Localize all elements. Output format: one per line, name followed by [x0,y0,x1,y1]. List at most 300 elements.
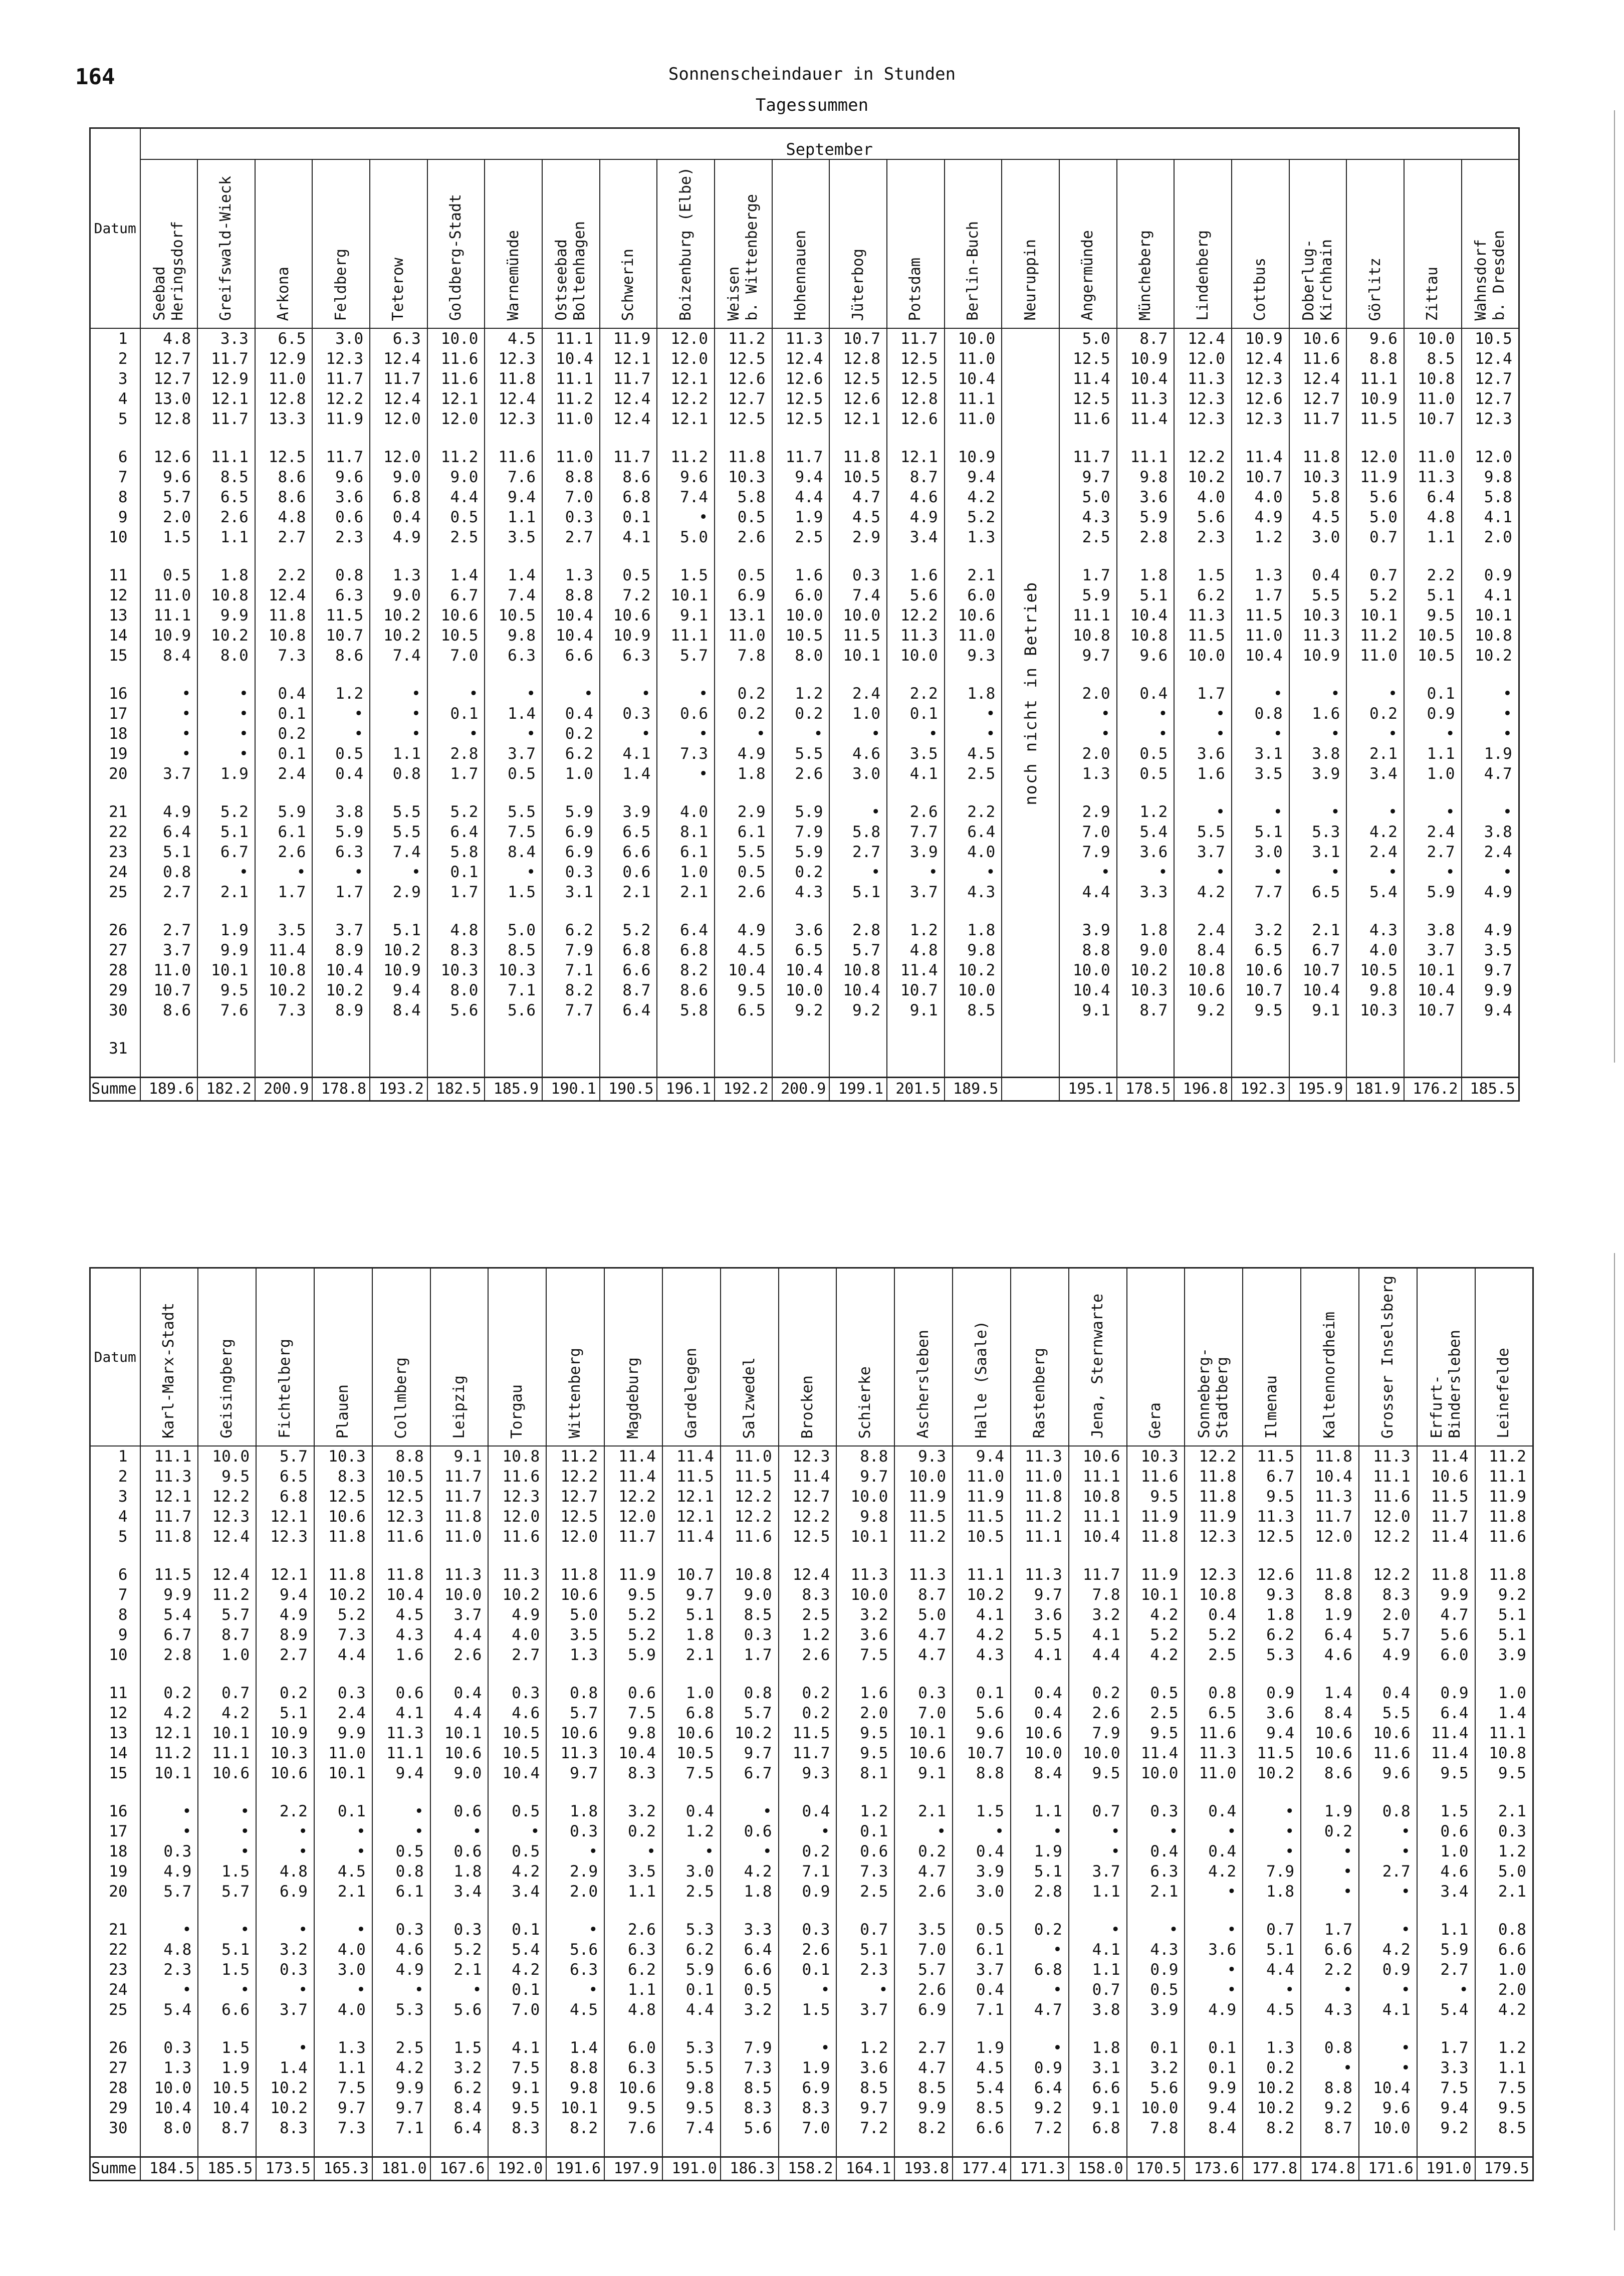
value-cell: • [256,1841,314,1861]
value-cell: 1.8 [1117,565,1175,585]
value-cell: 2.5 [1127,1703,1185,1723]
value-cell: 9.7 [1011,1585,1069,1605]
value-cell: 10.8 [1462,626,1519,646]
value-cell: 12.5 [887,369,945,389]
value-cell: 12.4 [255,585,313,605]
value-cell: 9.9 [197,605,255,626]
value-cell: 11.3 [430,1565,489,1585]
value-cell: 0.2 [779,1683,837,1703]
value-cell: 10.2 [370,626,427,646]
value-cell [829,1039,887,1059]
value-cell: 11.6 [1475,1527,1533,1547]
value-cell: • [779,2038,837,2058]
value-cell: 0.1 [1127,2038,1185,2058]
value-cell: 2.4 [1346,842,1404,862]
value-cell: 1.9 [1462,744,1519,764]
table-row [90,507,1519,527]
value-cell: 8.7 [198,1625,256,1645]
value-cell: 0.8 [1359,1801,1417,1821]
value-cell: 6.7 [721,1763,779,1783]
value-cell: 11.4 [1117,409,1175,429]
value-cell: 5.9 [1059,585,1117,605]
value-cell: 6.3 [312,585,370,605]
value-cell: 2.3 [140,1960,198,1980]
value-cell: 4.1 [1462,585,1519,605]
date-cell: 2 [90,349,140,369]
value-cell: 0.4 [1289,565,1347,585]
value-cell: • [1127,1920,1185,1940]
value-cell: 4.5 [1289,507,1347,527]
value-cell: 4.0 [314,1940,372,1960]
station-name: Müncheberg [1136,230,1154,321]
value-cell: 12.3 [485,409,542,429]
value-cell: 11.8 [255,605,313,626]
value-cell: 8.8 [1301,1585,1359,1605]
value-cell: 5.6 [1417,1625,1475,1645]
value-cell: 11.5 [140,1565,198,1585]
value-cell: 5.8 [657,1000,715,1020]
total-cell: 170.5 [1127,2157,1185,2181]
value-cell: 6.6 [1475,1940,1533,1960]
total-cell: 196.1 [657,1078,715,1101]
value-cell: 1.6 [1174,764,1232,784]
value-cell: 8.5 [945,1000,1002,1020]
value-cell [1002,389,1059,409]
table-row [90,1467,1533,1487]
value-cell: 10.5 [488,1743,546,1763]
value-cell: 9.5 [662,2098,721,2118]
table-row [90,1565,1533,1585]
value-cell: 10.3 [715,467,772,487]
value-cell: 8.2 [542,980,600,1000]
date-cell: 13 [90,605,140,626]
station-header [140,159,198,328]
value-cell: 3.3 [1117,882,1175,902]
value-cell: 11.2 [542,389,600,409]
value-cell: 0.3 [430,1920,489,1940]
value-cell: 1.0 [662,1683,721,1703]
value-cell: 6.6 [1301,1940,1359,1960]
value-cell [427,1039,485,1059]
station-header [1059,159,1117,328]
value-cell: 12.1 [256,1507,314,1527]
value-cell: 10.2 [1243,2098,1301,2118]
value-cell: 8.4 [140,646,198,666]
table-row [90,1605,1533,1625]
value-cell: 12.5 [372,1487,430,1507]
value-cell: 12.5 [887,349,945,369]
value-cell: 12.7 [779,1487,837,1507]
value-cell: • [1289,802,1347,822]
station-header [427,159,485,328]
value-cell: 12.3 [1174,409,1232,429]
value-cell: 12.8 [140,409,198,429]
value-cell: 6.8 [370,487,427,507]
value-cell: 10.4 [542,349,600,369]
value-cell: • [945,704,1002,724]
table-row [90,1841,1533,1861]
value-cell: 10.6 [546,1585,604,1605]
value-cell: 7.0 [427,646,485,666]
value-cell: 2.1 [1289,920,1347,940]
value-cell: 11.8 [1417,1565,1475,1585]
value-cell: 4.9 [370,527,427,547]
value-cell: 11.7 [887,328,945,349]
value-cell: 8.8 [953,1763,1011,1783]
value-cell: 12.5 [546,1507,604,1527]
value-cell: 11.8 [140,1527,198,1547]
value-cell: 9.1 [657,605,715,626]
value-cell: 4.4 [430,1625,489,1645]
value-cell: 10.7 [953,1743,1011,1763]
value-cell: 12.4 [485,389,542,409]
value-cell: 5.4 [1117,822,1175,842]
table-row [90,626,1519,646]
value-cell: 10.1 [314,1763,372,1783]
value-cell: 12.1 [657,369,715,389]
value-cell: 9.9 [1462,980,1519,1000]
value-cell: 0.3 [488,1683,546,1703]
value-cell: 10.4 [312,960,370,980]
value-cell: 4.2 [372,2058,430,2078]
value-cell: 0.9 [1404,704,1462,724]
value-cell: 8.0 [772,646,830,666]
value-cell: 8.8 [1346,349,1404,369]
value-cell: 10.2 [312,980,370,1000]
value-cell: 12.1 [140,1723,198,1743]
value-cell: 2.6 [779,1940,837,1960]
value-cell: 12.1 [256,1565,314,1585]
value-cell: 2.6 [197,507,255,527]
value-cell: 5.5 [772,744,830,764]
value-cell: 1.3 [1059,764,1117,784]
value-cell: 9.5 [836,1723,894,1743]
station-header [430,1268,489,1446]
value-cell: 6.5 [1185,1703,1243,1723]
value-cell: 2.7 [488,1645,546,1665]
value-cell: 1.8 [662,1625,721,1645]
value-cell: 2.6 [604,1920,662,1940]
value-cell: • [485,862,542,882]
value-cell: 10.5 [488,1723,546,1743]
value-cell: 11.7 [1289,409,1347,429]
value-cell: 12.4 [370,349,427,369]
value-cell: • [485,724,542,744]
value-cell: 11.7 [430,1467,489,1487]
value-cell: 6.4 [657,920,715,940]
station-name: Aschersleben [914,1330,933,1439]
value-cell: 3.7 [430,1605,489,1625]
table-row [90,349,1519,369]
value-cell: 10.0 [1059,960,1117,980]
value-cell: 1.6 [372,1645,430,1665]
table-row [90,585,1519,605]
value-cell: 11.0 [1404,389,1462,409]
value-cell: 12.8 [829,349,887,369]
station-name: Erfurt- Bindersleben [1428,1330,1464,1439]
value-cell: • [140,724,198,744]
value-cell: 6.7 [1243,1467,1301,1487]
value-cell: • [1059,704,1117,724]
value-cell: 5.3 [1243,1645,1301,1665]
value-cell: 8.6 [600,467,657,487]
value-cell: 11.5 [1346,409,1404,429]
value-cell: 7.1 [779,1861,837,1882]
value-cell: 2.7 [140,920,198,940]
value-cell: 4.8 [887,940,945,960]
value-cell: 10.7 [140,980,198,1000]
value-cell: 4.7 [829,487,887,507]
value-cell: 9.4 [1417,2098,1475,2118]
date-cell: 9 [90,1625,140,1645]
value-cell: 12.2 [198,1487,256,1507]
date-cell: 3 [90,369,140,389]
value-cell: 5.0 [546,1605,604,1625]
value-cell [1232,1039,1289,1059]
value-cell: 1.3 [370,565,427,585]
value-cell: 12.3 [372,1507,430,1527]
value-cell: 1.5 [198,1960,256,1980]
value-cell: 11.0 [140,585,198,605]
value-cell: • [370,704,427,724]
value-cell: 3.0 [1289,527,1347,547]
station-header [1417,1268,1475,1446]
value-cell: 9.6 [1346,328,1404,349]
value-cell: 11.3 [546,1743,604,1763]
value-cell: 10.0 [829,605,887,626]
value-cell: 3.9 [600,802,657,822]
date-cell: 22 [90,822,140,842]
value-cell: 6.4 [600,1000,657,1020]
value-cell: 8.0 [140,2118,198,2138]
value-cell: • [370,724,427,744]
value-cell: 10.9 [1232,328,1289,349]
value-cell: 7.3 [255,646,313,666]
value-cell: 2.7 [1417,1960,1475,1980]
value-cell [1002,527,1059,547]
value-cell: • [945,862,1002,882]
value-cell: • [1289,684,1347,704]
value-cell: 10.7 [1289,960,1347,980]
value-cell: 10.1 [657,585,715,605]
value-cell: 2.2 [255,565,313,585]
value-cell: 4.9 [715,920,772,940]
value-cell: 0.4 [1185,1605,1243,1625]
value-cell: 6.4 [1011,2078,1069,2098]
value-cell: 2.3 [836,1960,894,1980]
value-cell: 0.3 [1127,1801,1185,1821]
value-cell: 6.3 [604,1940,662,1960]
date-cell: 14 [90,1743,140,1763]
value-cell: 1.2 [887,920,945,940]
value-cell: 10.6 [314,1507,372,1527]
value-cell: 10.3 [1117,980,1175,1000]
station-header [721,1268,779,1446]
value-cell [542,1039,600,1059]
value-cell: 11.3 [836,1565,894,1585]
value-cell: 1.5 [1174,565,1232,585]
value-cell: 5.1 [1232,822,1289,842]
total-cell: 186.3 [721,2157,779,2181]
value-cell: 11.2 [140,1743,198,1763]
value-cell: 12.6 [1243,1565,1301,1585]
value-cell: 4.0 [945,842,1002,862]
value-cell: 1.9 [953,2038,1011,2058]
value-cell: 10.3 [314,1446,372,1467]
value-cell: 5.1 [256,1703,314,1723]
value-cell: 1.0 [657,862,715,882]
value-cell: 3.5 [485,527,542,547]
value-cell: 0.8 [140,862,198,882]
station-name: Feldberg [332,248,350,321]
value-cell: 9.1 [1069,2098,1127,2118]
value-cell: 10.7 [1404,1000,1462,1020]
value-cell: 1.0 [1404,764,1462,784]
value-cell: 3.9 [887,842,945,862]
total-cell: 158.2 [779,2157,837,2181]
station-header [1243,1268,1301,1446]
value-cell: 0.4 [1117,684,1175,704]
value-cell: 0.6 [430,1841,489,1861]
value-cell: 11.3 [1404,467,1462,487]
station-name: Geisingberg [218,1339,236,1439]
value-cell: • [887,724,945,744]
value-cell: 10.6 [662,1723,721,1743]
value-cell: 11.5 [662,1467,721,1487]
value-cell: 6.8 [662,1703,721,1723]
value-cell: 4.1 [600,744,657,764]
value-cell: • [1232,724,1289,744]
value-cell: 7.7 [1232,882,1289,902]
value-cell: 2.8 [829,920,887,940]
value-cell: 12.4 [370,389,427,409]
value-cell: 9.5 [715,980,772,1000]
value-cell: 10.5 [1404,646,1462,666]
value-cell: • [1185,1882,1243,1902]
value-cell: 1.7 [427,764,485,784]
value-cell: 10.0 [836,1585,894,1605]
value-cell: • [1059,724,1117,744]
value-cell: 5.1 [1243,1940,1301,1960]
total-cell: 184.5 [140,2157,198,2181]
value-cell: 6.9 [256,1882,314,1902]
value-cell: 5.1 [1475,1625,1533,1645]
value-cell: 11.4 [662,1527,721,1547]
value-cell: 11.6 [372,1527,430,1547]
value-cell: 3.7 [836,2000,894,2020]
value-cell: 11.9 [894,1487,953,1507]
value-cell: 10.9 [1289,646,1347,666]
value-cell: 11.0 [542,447,600,467]
value-cell: 8.7 [1117,1000,1175,1020]
date-cell: 12 [90,585,140,605]
value-cell: 8.3 [427,940,485,960]
value-cell: 5.1 [140,842,198,862]
value-cell: 12.0 [488,1507,546,1527]
value-cell: 1.2 [1475,2038,1533,2058]
value-cell: 2.4 [314,1703,372,1723]
value-cell: 4.8 [256,1861,314,1882]
value-cell: 8.5 [1475,2118,1533,2138]
date-cell: 14 [90,626,140,646]
value-cell: 0.6 [604,1683,662,1703]
value-cell: 1.5 [430,2038,489,2058]
value-cell: 5.6 [430,2000,489,2020]
value-cell: 1.2 [662,1821,721,1841]
date-cell: 10 [90,527,140,547]
value-cell: 4.5 [546,2000,604,2020]
value-cell: 6.6 [542,646,600,666]
value-cell: 10.6 [427,605,485,626]
table-row [90,409,1519,429]
value-cell: 2.6 [1069,1703,1127,1723]
value-cell: 4.1 [953,1605,1011,1625]
value-cell: 2.0 [1059,744,1117,764]
station-header [779,1268,837,1446]
value-cell: 10.0 [836,1487,894,1507]
value-cell: 2.1 [1475,1801,1533,1821]
value-cell: 2.2 [256,1801,314,1821]
value-cell: 6.5 [715,1000,772,1020]
date-cell: 12 [90,1703,140,1723]
value-cell: 10.0 [945,328,1002,349]
value-cell: 0.5 [140,565,198,585]
table-row [90,447,1519,467]
table-row [90,467,1519,487]
value-cell: 8.3 [779,1585,837,1605]
value-cell: 5.1 [836,1940,894,1960]
value-cell: 10.6 [600,605,657,626]
value-cell: • [894,1821,953,1841]
value-cell: 5.9 [1117,507,1175,527]
value-cell: 5.7 [198,1882,256,1902]
value-cell: 11.7 [1059,447,1117,467]
value-cell: 10.0 [430,1585,489,1605]
row-spacer [90,1665,1533,1683]
value-cell: • [314,1821,372,1841]
date-cell: 23 [90,842,140,862]
value-cell: 3.7 [1069,1861,1127,1882]
value-cell: 4.7 [894,1645,953,1665]
value-cell: 11.6 [485,447,542,467]
value-cell: 11.7 [1301,1507,1359,1527]
value-cell: 12.3 [1462,409,1519,429]
value-cell: 11.5 [779,1723,837,1743]
station-header [1301,1268,1359,1446]
value-cell: 0.3 [372,1920,430,1940]
value-cell: 10.7 [887,980,945,1000]
value-cell: 10.2 [256,2098,314,2118]
value-cell: 2.1 [197,882,255,902]
value-cell: 3.8 [1462,822,1519,842]
value-cell [370,1039,427,1059]
value-cell: 11.9 [600,328,657,349]
value-cell: 9.7 [314,2098,372,2118]
value-cell: • [721,1801,779,1821]
value-cell: 12.3 [485,349,542,369]
value-cell: 12.5 [772,409,830,429]
value-cell: 1.4 [1301,1683,1359,1703]
value-cell: 0.4 [542,704,600,724]
value-cell: 6.9 [542,842,600,862]
value-cell: 1.1 [1475,2058,1533,2078]
row-spacer [90,1783,1533,1801]
value-cell: 0.3 [314,1683,372,1703]
value-cell: 12.3 [1232,369,1289,389]
value-cell: 9.7 [1059,646,1117,666]
value-cell: 6.1 [953,1940,1011,1960]
value-cell: 5.0 [1475,1861,1533,1882]
